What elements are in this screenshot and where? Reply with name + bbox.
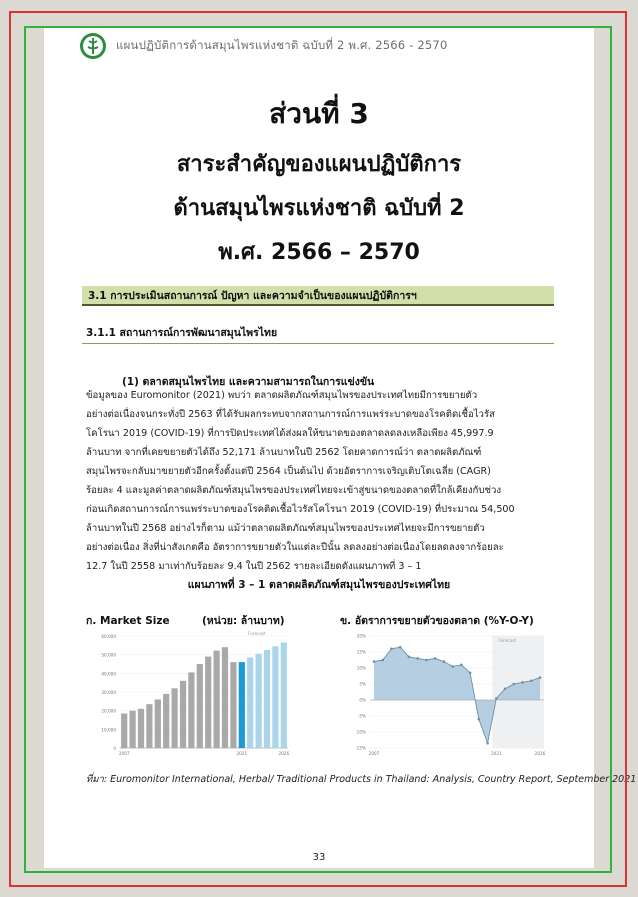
x-tick-label: 2021 [490, 751, 502, 756]
market-size-bar-chart [86, 628, 296, 760]
x-tick-label: 2026 [534, 751, 546, 756]
paragraph-line: ก่อนเกิดสถานการณ์การแพร่ระบาดของโรคติดเชื้อไวรัสโคโรนา 2019 (COVID-19) ที่ประมาณ 54,500 [86, 504, 515, 515]
bar [138, 709, 144, 748]
paragraph-line: ล้านบาท จากที่เคยขยายตัวได้ถึง 52,171 ล้านบาทในปี 2562 โดยคาดการณ์ว่า ตลาดผลิตภัณฑ์ [86, 447, 482, 458]
growth-point [539, 676, 542, 679]
bar [163, 694, 169, 748]
growth-point [416, 657, 419, 660]
bar [180, 681, 186, 748]
section-heading-band [82, 286, 554, 306]
growth-point [399, 646, 402, 649]
growth-point [434, 657, 437, 660]
paragraph-line: อย่างต่อเนื่อง สิ่งที่น่าสังเกตคือ อัตราการขยายตัวในแต่ละปีนั้น ลดลงอย่างต่อเนื่องโดยลดลงจากร้อยละ [86, 542, 504, 553]
page-header [78, 32, 447, 60]
y-tick-label: 30,000 [101, 690, 116, 695]
paragraph-line: สมุนไพรจะกลับมาขยายตัวอีกครั้งตั้งแต่ปี 2564 เป็นต้นไป ด้วยอัตราการเจริญเติบโตเฉลี่ย (CAGR) [86, 466, 491, 477]
bar [281, 643, 287, 748]
bar [272, 646, 278, 748]
forecast-label: Forecast [498, 638, 517, 643]
bar [255, 654, 261, 748]
growth-point [451, 665, 454, 668]
y-tick-label: -5% [357, 713, 366, 719]
bar [230, 662, 236, 748]
bar [171, 688, 177, 748]
forecast-label: Forecast [248, 631, 266, 636]
body-paragraph [86, 386, 556, 576]
growth-point [425, 659, 428, 662]
main-title-line-3: พ.ศ. 2566 – 2570 [218, 240, 420, 265]
paragraph-line: ร้อยละ 4 และมูลค่าตลาดผลิตภัณฑ์สมุนไพรของประเทศไทยจะเข้าสู่ขนาดของตลาดที่ใกล้เคียงกับช่วง [86, 485, 502, 496]
y-tick-label: -15% [355, 745, 366, 751]
page-number: 33 [312, 852, 326, 863]
paragraph-line: ข้อมูลของ Euromonitor (2021) พบว่า ตลาดผลิตภัณฑ์สมุนไพรของประเทศไทยมีการขยายตัว [86, 390, 478, 401]
section-heading: 3.1 การประเมินสถานการณ์ ปัญหา และความจำเป็นของแผนปฏิบัติการฯ [88, 289, 417, 302]
growth-point [486, 742, 489, 745]
bar [239, 662, 245, 748]
point-heading: (1) ตลาดสมุนไพรไทย และความสามารถในการแข่งขัน [122, 376, 375, 388]
panel-b-label: ข. อัตราการขยายตัวของตลาด (%Y-O-Y) [340, 615, 534, 627]
figure-title: แผนภาพที่ 3 – 1 ตลาดผลิตภัณฑ์สมุนไพรของประเทศไทย [187, 579, 451, 591]
y-tick-label: 10,000 [101, 727, 116, 733]
subsection-underline [82, 343, 554, 344]
growth-rate-area-chart [340, 628, 552, 760]
header-title: แผนปฏิบัติการด้านสมุนไพรแห่งชาติ ฉบับที่ 2 พ.ศ. 2566 - 2570 [116, 38, 448, 52]
y-tick-label: 50,000 [101, 652, 116, 658]
growth-point [460, 664, 463, 667]
paragraph-line: 12.7 ในปี 2558 มาเท่ากับร้อยละ 9.4 ในปี 2562 รายละเอียดดังแผนภาพที่ 3 – 1 [86, 561, 422, 572]
y-tick-label: 20% [356, 633, 366, 639]
y-tick-label: 0 [113, 746, 116, 751]
subsection-heading: 3.1.1 สถานการณ์การพัฒนาสมุนไพรไทย [86, 327, 278, 339]
y-tick-label: 40,000 [101, 671, 116, 677]
growth-point [495, 697, 498, 700]
growth-point [408, 656, 411, 659]
bar [188, 672, 194, 748]
y-tick-label: 0% [359, 697, 366, 703]
paragraph-line: โคโรนา 2019 (COVID-19) ที่การปิดประเทศได้ส่งผลให้ขนาดของตลาดลดลงเหลือเพียง 45,997.9 [86, 428, 494, 439]
growth-point [478, 718, 481, 721]
paragraph-line: อย่างต่อเนื่องจนกระทั่งปี 2563 ที่ได้รับผลกระทบจากสถานการณ์การแพร่ระบาดของโรคติดเชื้อไวรัส [86, 409, 495, 420]
growth-point [521, 681, 524, 684]
y-tick-label: -10% [355, 729, 366, 735]
y-tick-label: 60,000 [101, 634, 116, 639]
bar [205, 657, 211, 748]
panel-a-label: ก. Market Size [86, 615, 170, 627]
ministry-logo-icon [78, 32, 108, 60]
y-tick-label: 5% [359, 681, 366, 687]
bar [222, 647, 228, 748]
paragraph-line: ล้านบาทในปี 2568 อย่างไรก็ตาม แม้ว่าตลาดผลิตภัณฑ์สมุนไพรของประเทศไทยจะมีการขยายตัว [86, 523, 485, 534]
y-tick-label: 10% [356, 665, 366, 671]
y-tick-label: 15% [356, 649, 366, 655]
growth-point [504, 688, 507, 691]
growth-point [373, 660, 376, 663]
bar [247, 657, 253, 748]
main-title-line-2: ด้านสมุนไพรแห่งชาติ ฉบับที่ 2 [173, 196, 465, 221]
x-tick-label: 2007 [368, 751, 380, 756]
growth-point [469, 672, 472, 675]
x-tick-label: 2007 [118, 751, 130, 756]
y-tick-label: 20,000 [101, 708, 116, 714]
growth-point [512, 683, 515, 686]
bar [213, 651, 219, 748]
part-title: ส่วนที่ 3 [269, 97, 369, 130]
bar [197, 664, 203, 748]
bar [264, 650, 270, 748]
main-title-line-1: สาระสำคัญของแผนปฏิบัติการ [176, 152, 462, 177]
bar [121, 713, 127, 748]
source-note: ที่มา: Euromonitor International, Herbal/ Traditional Products in Thailand: Analysis, Country Report, September 2021 [86, 774, 637, 785]
x-tick-label: 2021 [236, 751, 248, 756]
panel-a-unit: (หน่วย: ล้านบาท) [202, 615, 285, 627]
bar [129, 711, 135, 748]
growth-point [530, 680, 533, 683]
bar [155, 699, 161, 748]
growth-point [390, 648, 393, 651]
x-tick-label: 2026 [278, 751, 290, 756]
bar [146, 704, 152, 748]
growth-point [443, 660, 446, 663]
growth-point [381, 659, 384, 662]
